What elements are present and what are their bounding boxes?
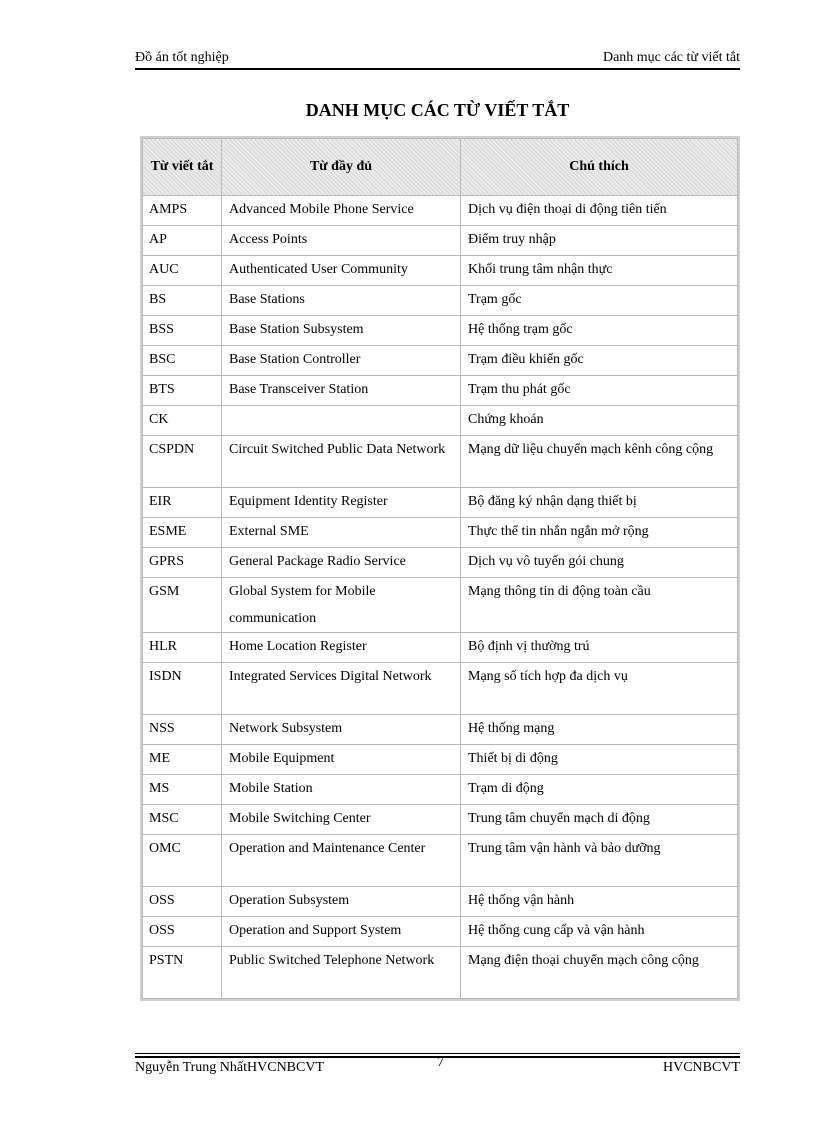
header-right-text: Danh mục các từ viết tắt <box>602 50 740 65</box>
full-name-cell: Authenticated User Community <box>222 256 461 286</box>
note-cell: Điểm truy nhập <box>461 226 738 256</box>
note-cell: Bộ đăng ký nhận dạng thiết bị <box>461 488 738 518</box>
note-cell: Thực thể tin nhắn ngắn mở rộng <box>461 518 738 548</box>
full-name-cell: Advanced Mobile Phone Service <box>222 196 461 226</box>
note-cell: Mạng dữ liệu chuyển mạch kênh công cộng <box>461 436 738 488</box>
table-row <box>143 835 738 887</box>
table-row <box>143 256 738 286</box>
full-name-cell: Global System for Mobile communication <box>222 578 461 633</box>
note-cell: Trung tâm chuyển mạch di động <box>461 805 738 835</box>
table-row <box>143 196 738 226</box>
table-row <box>143 805 738 835</box>
full-name-cell: External SME <box>222 518 461 548</box>
page-number: 7 <box>437 1055 444 1070</box>
note-cell: Mạng thông tin di động toàn cầu <box>461 578 738 633</box>
table-row <box>143 715 738 745</box>
abbr-cell: CK <box>143 406 222 436</box>
note-cell: Trạm di động <box>461 775 738 805</box>
note-cell: Dịch vụ vô tuyến gói chung <box>461 548 738 578</box>
abbr-cell: AP <box>143 226 222 256</box>
note-cell: Bộ định vị thường trú <box>461 633 738 663</box>
abbr-cell: CSPDN <box>143 436 222 488</box>
table-row <box>143 633 738 663</box>
abbr-cell: ESME <box>143 518 222 548</box>
full-name-cell: Mobile Station <box>222 775 461 805</box>
full-name-cell: Home Location Register <box>222 633 461 663</box>
table-row <box>143 226 738 256</box>
column-header-full: Từ đầy đủ <box>222 139 461 196</box>
note-cell: Hệ thống vận hành <box>461 887 738 917</box>
full-name-cell: Equipment Identity Register <box>222 488 461 518</box>
abbr-cell: GSM <box>143 578 222 633</box>
full-name-cell: Integrated Services Digital Network <box>222 663 461 715</box>
abbr-cell: EIR <box>143 488 222 518</box>
full-name-cell: Public Switched Telephone Network <box>222 947 461 999</box>
abbr-cell: BSC <box>143 346 222 376</box>
full-name-cell: Base Station Subsystem <box>222 316 461 346</box>
full-name-cell <box>222 406 461 436</box>
full-name-cell: Base Stations <box>222 286 461 316</box>
note-cell: Mạng điện thoại chuyển mạch công cộng <box>461 947 738 999</box>
abbr-cell: OSS <box>143 887 222 917</box>
table-row <box>143 745 738 775</box>
note-cell: Hệ thống cung cấp và vận hành <box>461 917 738 947</box>
column-header-note: Chú thích <box>461 139 738 196</box>
abbr-cell: OSS <box>143 917 222 947</box>
table-row <box>143 947 738 999</box>
abbr-cell: AMPS <box>143 196 222 226</box>
table-row <box>143 436 738 488</box>
table-row <box>143 316 738 346</box>
abbr-cell: HLR <box>143 633 222 663</box>
full-name-cell: Operation and Support System <box>222 917 461 947</box>
abbreviation-table <box>142 138 738 999</box>
full-name-cell: Circuit Switched Public Data Network <box>222 436 461 488</box>
abbr-cell: GPRS <box>143 548 222 578</box>
table-row <box>143 548 738 578</box>
abbr-cell: BS <box>143 286 222 316</box>
page-title: DANH MỤC CÁC TỪ VIẾT TẮT <box>305 100 570 120</box>
page-header <box>135 50 740 68</box>
header-left-text: Đồ án tốt nghiệp <box>135 50 229 65</box>
full-name-cell: Network Subsystem <box>222 715 461 745</box>
abbr-cell: ISDN <box>143 663 222 715</box>
table-row <box>143 775 738 805</box>
note-cell: Trạm thu phát gốc <box>461 376 738 406</box>
table-row <box>143 376 738 406</box>
note-cell: Trung tâm vận hành và bảo dưỡng <box>461 835 738 887</box>
abbr-cell: MS <box>143 775 222 805</box>
table-header-row <box>143 139 738 196</box>
full-name-cell: Operation Subsystem <box>222 887 461 917</box>
abbr-cell: AUC <box>143 256 222 286</box>
abbr-cell: NSS <box>143 715 222 745</box>
full-name-cell: Operation and Maintenance Center <box>222 835 461 887</box>
note-cell: Thiết bị di động <box>461 745 738 775</box>
table-row <box>143 286 738 316</box>
table-row <box>143 406 738 436</box>
abbr-cell: PSTN <box>143 947 222 999</box>
column-header-abbr: Từ viết tắt <box>143 139 222 196</box>
note-cell: Khối trung tâm nhận thực <box>461 256 738 286</box>
full-name-cell: Base Station Controller <box>222 346 461 376</box>
full-name-cell: General Package Radio Service <box>222 548 461 578</box>
full-name-cell: Base Transceiver Station <box>222 376 461 406</box>
full-name-cell: Mobile Switching Center <box>222 805 461 835</box>
note-cell: Trạm gốc <box>461 286 738 316</box>
table-row <box>143 518 738 548</box>
abbr-cell: OMC <box>143 835 222 887</box>
full-name-cell: Mobile Equipment <box>222 745 461 775</box>
table-row <box>143 887 738 917</box>
note-cell: Dịch vụ điện thoại di động tiên tiến <box>461 196 738 226</box>
note-cell: Mạng số tích hợp đa dịch vụ <box>461 663 738 715</box>
abbreviation-table-frame <box>140 136 740 1001</box>
footer-author: Nguyễn Trung NhấtHVCNBCVT <box>135 1060 325 1075</box>
header-rule <box>135 68 740 70</box>
table-row <box>143 488 738 518</box>
note-cell: Hệ thống trạm gốc <box>461 316 738 346</box>
note-cell: Chứng khoán <box>461 406 738 436</box>
note-cell: Hệ thống mạng <box>461 715 738 745</box>
full-name-cell: Access Points <box>222 226 461 256</box>
table-row <box>143 917 738 947</box>
table-row <box>143 346 738 376</box>
table-row <box>143 578 738 633</box>
footer-right-text: HVCNBCVT <box>662 1060 740 1075</box>
abbr-cell: ME <box>143 745 222 775</box>
footer-rule <box>135 1053 740 1054</box>
abbr-cell: BTS <box>143 376 222 406</box>
table-row <box>143 663 738 715</box>
abbr-cell: BSS <box>143 316 222 346</box>
abbr-cell: MSC <box>143 805 222 835</box>
note-cell: Trạm điều khiển gốc <box>461 346 738 376</box>
